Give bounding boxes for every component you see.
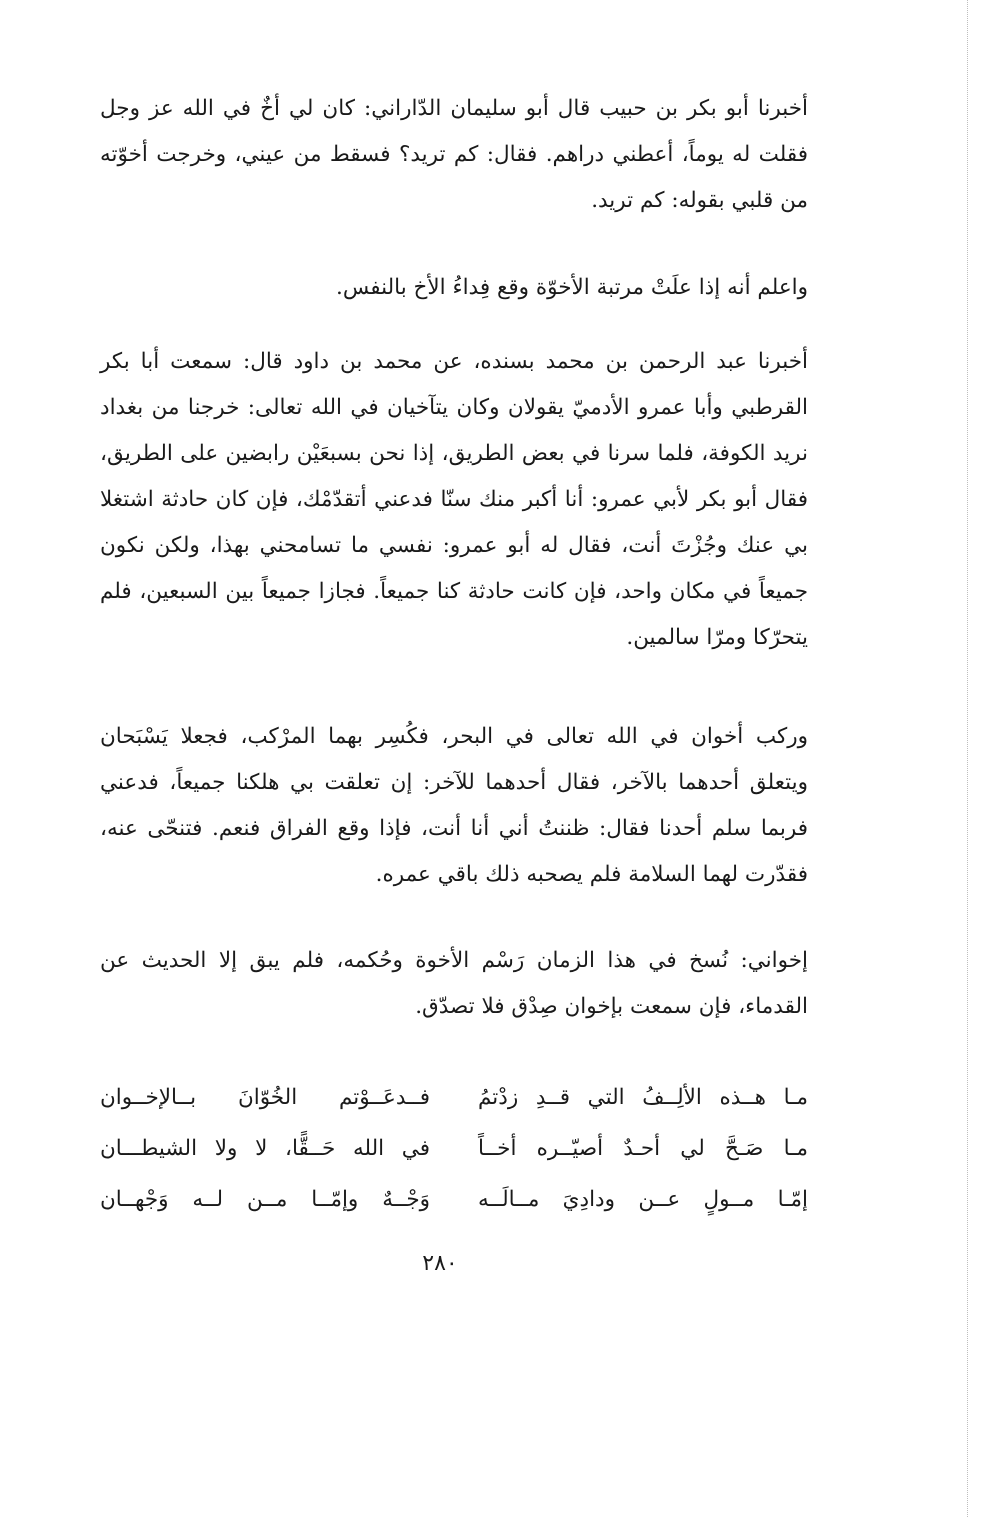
poem-verse bbox=[100, 1123, 808, 1174]
page-edge-divider bbox=[967, 0, 969, 1517]
poem-verse-first-hemistich: إمّـا مــولٍ عــن ودادِيَ مــالَــه bbox=[478, 1187, 808, 1212]
poem-verse-second-hemistich: فــدعَــوْتم الخُوّانَ بــالإخــوان bbox=[100, 1085, 430, 1110]
poem-verse-second-hemistich: في الله حَــقًّا، لا ولا الشيطـــان bbox=[100, 1136, 430, 1161]
poem-verse bbox=[100, 1072, 808, 1123]
paragraph-brothers-today: إخواني: نُسخ في هذا الزمان رَسْم الأخوة وحُكمه، فلم يبق إلا الحديث عن القدماء، فإن سمعت بإخوان صِدْق فلا تصدّق. bbox=[100, 948, 808, 1019]
page-number: ٢٨٠ bbox=[422, 1251, 458, 1276]
poem-verse-first-hemistich: مـا هــذه الألِــفُ التي قــدِ زدْتمُ bbox=[478, 1085, 808, 1110]
paragraph-sea-brothers-story: وركب أخوان في الله تعالى في البحر، فكُسِر بهما المرْكب، فجعلا يَسْبَحان ويتعلق أحدهما بالآخر، فقال أحدهما للآخر: إن تعلقت بي هلكنا جميعاً، فدعني فربما سلم أحدنا فقال: ظننتُ أني أنا أنت، فإذا وقع الفراق فنعم. فتنحّى عنه، فقدّرت لهما السلامة فلم يصحبه ذلك باقي عمره. bbox=[100, 724, 808, 887]
paragraph-brotherhood-rank: واعلم أنه إذا علَتْ مرتبة الأخوّة وقع فِداءُ الأخ بالنفس. bbox=[335, 275, 808, 300]
poem-verse bbox=[100, 1174, 808, 1225]
paragraph-two-lions-story: أخبرنا عبد الرحمن بن محمد بسنده، عن محمد بن داود قال: سمعت أبا بكر القرطبي وأبا عمرو الأدميّ يقولان وكان يتآخيان في الله تعالى: خرجنا من بغداد نريد الكوفة، فلما سرنا في بعض الطريق، إذا نحن بسبعَيْن رابضين على الطريق، فقال أبو بكر لأبي عمرو: أنا أكبر منك سنّا فدعني أتقدّمْك، فإن كان حادثة اشتغلا بي عنك وجُزْتَ أنت، فقال له أبو عمرو: نفسي ما تسامحني بهذا، ولكن نكون جميعاً في مكان واحد، فإن كانت حادثة كنا جميعاً. فجازا جميعاً بين السبعين، فلم يتحرّكا ومرّا سالمين. bbox=[100, 349, 808, 650]
poem bbox=[100, 1072, 808, 1225]
poem-verse-second-hemistich: وَجْــهٌ وإمّــا مــن لــه وَجْهــان bbox=[100, 1187, 430, 1212]
poem-verse-first-hemistich: مـا صَـحَّ لي أحـدٌ أصيّــره أخــاً bbox=[478, 1136, 808, 1161]
paragraph-abu-bakr-habib: أخبرنا أبو بكر بن حبيب قال أبو سليمان الدّاراني: كان لي أخٌ في الله عز وجل فقلت له يوماً، أعطني دراهم. فقال: كم تريد؟ فسقط من عيني، وخرجت أخوّته من قلبي بقوله: كم تريد. bbox=[100, 96, 808, 213]
